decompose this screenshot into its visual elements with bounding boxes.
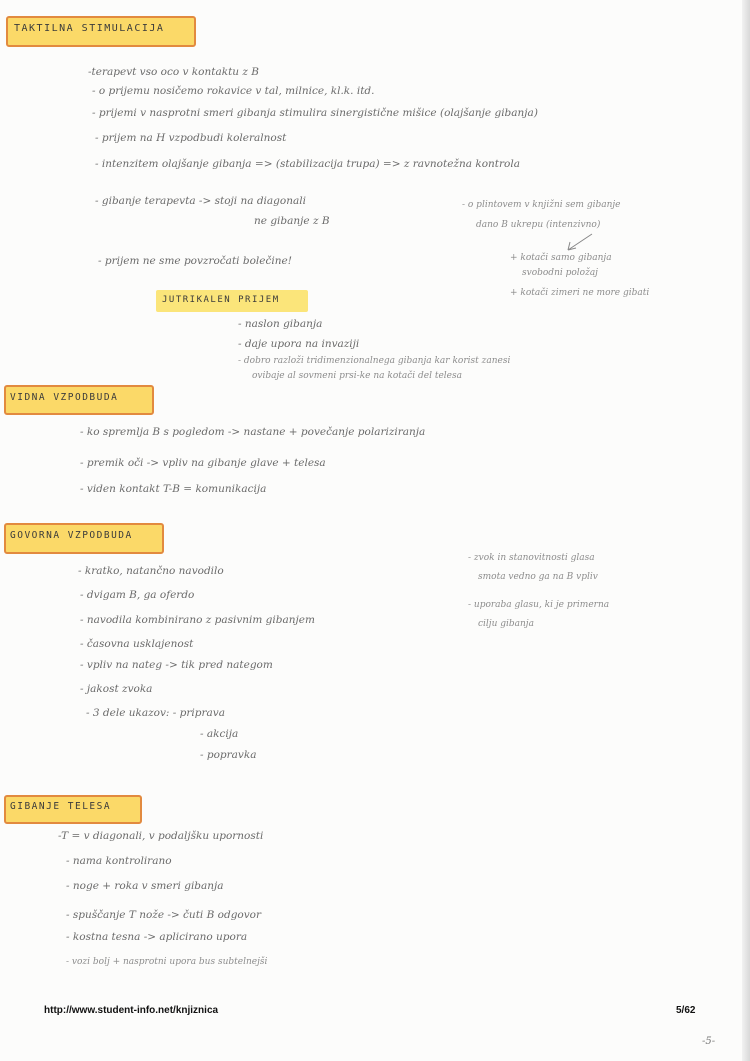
arrow-icon xyxy=(560,232,600,254)
scan-edge xyxy=(742,0,750,1061)
note-line: - vozi bolj + nasprotni upora bus subtelnejši xyxy=(66,957,268,967)
note-line: - navodila kombinirano z pasivnim gibanjem xyxy=(80,614,315,626)
note-line: - nama kontrolirano xyxy=(66,855,172,867)
note-line: ne gibanje z B xyxy=(254,215,330,227)
handwritten-page-mark: -5- xyxy=(702,1036,716,1047)
note-line: - ko spremlja B s pogledom -> nastane + povečanje polariziranja xyxy=(80,426,426,438)
side-note: - uporaba glasu, ki je primerna xyxy=(468,600,610,610)
note-line: - dvigam B, ga oferdo xyxy=(80,589,195,601)
note-line: - gibanje terapevta -> stoji na diagonali xyxy=(95,195,306,207)
note-line: - dobro razloži tridimenzionalnega gibanja kar korist zanesi xyxy=(238,356,511,366)
note-line: -terapevt vso oco v kontaktu z B xyxy=(88,66,259,78)
side-note: dano B ukrepu (intenzivno) xyxy=(476,220,601,230)
side-note: - o plintovem v knjižni sem gibanje xyxy=(462,200,621,210)
page-number: 5/62 xyxy=(676,1005,696,1016)
note-line: - popravka xyxy=(200,749,257,761)
note-line: - intenzitem olajšanje gibanja => (stabilizacija trupa) => z ravnotežna kontrola xyxy=(95,158,520,170)
note-line: ovibaje al sovmeni prsi-ke na kotači del telesa xyxy=(252,371,462,381)
side-note: + kotači zimeri ne more gibati xyxy=(510,288,650,298)
side-note: svobodni položaj xyxy=(522,268,598,278)
heading-vidna: VIDNA VZPODBUDA xyxy=(10,392,119,403)
note-line: - spuščanje T nože -> čuti B odgovor xyxy=(66,909,262,921)
note-line: - jakost zvoka xyxy=(80,683,153,695)
heading-gibanje: GIBANJE TELESA xyxy=(10,801,112,812)
heading-taktilna: TAKTILNA STIMULACIJA xyxy=(14,23,165,34)
note-line: - akcija xyxy=(200,728,239,740)
note-line: - časovna usklajenost xyxy=(80,638,194,650)
note-line: - prijem na H vzpodbudi koleralnost xyxy=(95,132,287,144)
footer-url: http://www.student-info.net/knjiznica xyxy=(44,1005,219,1016)
note-line: - noge + roka v smeri gibanja xyxy=(66,880,224,892)
note-line: - o prijemu nosičemo rokavice v tal, milnice, kl.k. itd. xyxy=(92,85,375,97)
heading-jutrikalen: JUTRIKALEN PRIJEM xyxy=(162,295,280,305)
note-line: - kratko, natančno navodilo xyxy=(78,565,224,577)
note-line: - prijem ne sme povzročati bolečine! xyxy=(98,255,292,267)
heading-govorna: GOVORNA VZPODBUDA xyxy=(10,530,133,541)
side-note: - zvok in stanovitnosti glasa xyxy=(468,553,595,563)
note-line: - premik oči -> vpliv na gibanje glave + telesa xyxy=(80,457,326,469)
note-line: - 3 dele ukazov: - priprava xyxy=(86,707,225,719)
note-line: - daje upora na invaziji xyxy=(238,338,360,350)
side-note: + kotači samo gibanja xyxy=(510,253,612,263)
note-line: - prijemi v nasprotni smeri gibanja stimulira sinergistične mišice (olajšanje gibanja) xyxy=(92,107,538,119)
note-line: - naslon gibanja xyxy=(238,318,323,330)
note-line: - vpliv na nateg -> tik pred nategom xyxy=(80,659,273,671)
note-line: - kostna tesna -> aplicirano upora xyxy=(66,931,248,943)
side-note: smota vedno ga na B vpliv xyxy=(478,572,598,582)
note-line: -T = v diagonali, v podaljšku upornosti xyxy=(58,830,264,842)
note-line: - viden kontakt T-B = komunikacija xyxy=(80,483,267,495)
side-note: cilju gibanja xyxy=(478,619,534,629)
